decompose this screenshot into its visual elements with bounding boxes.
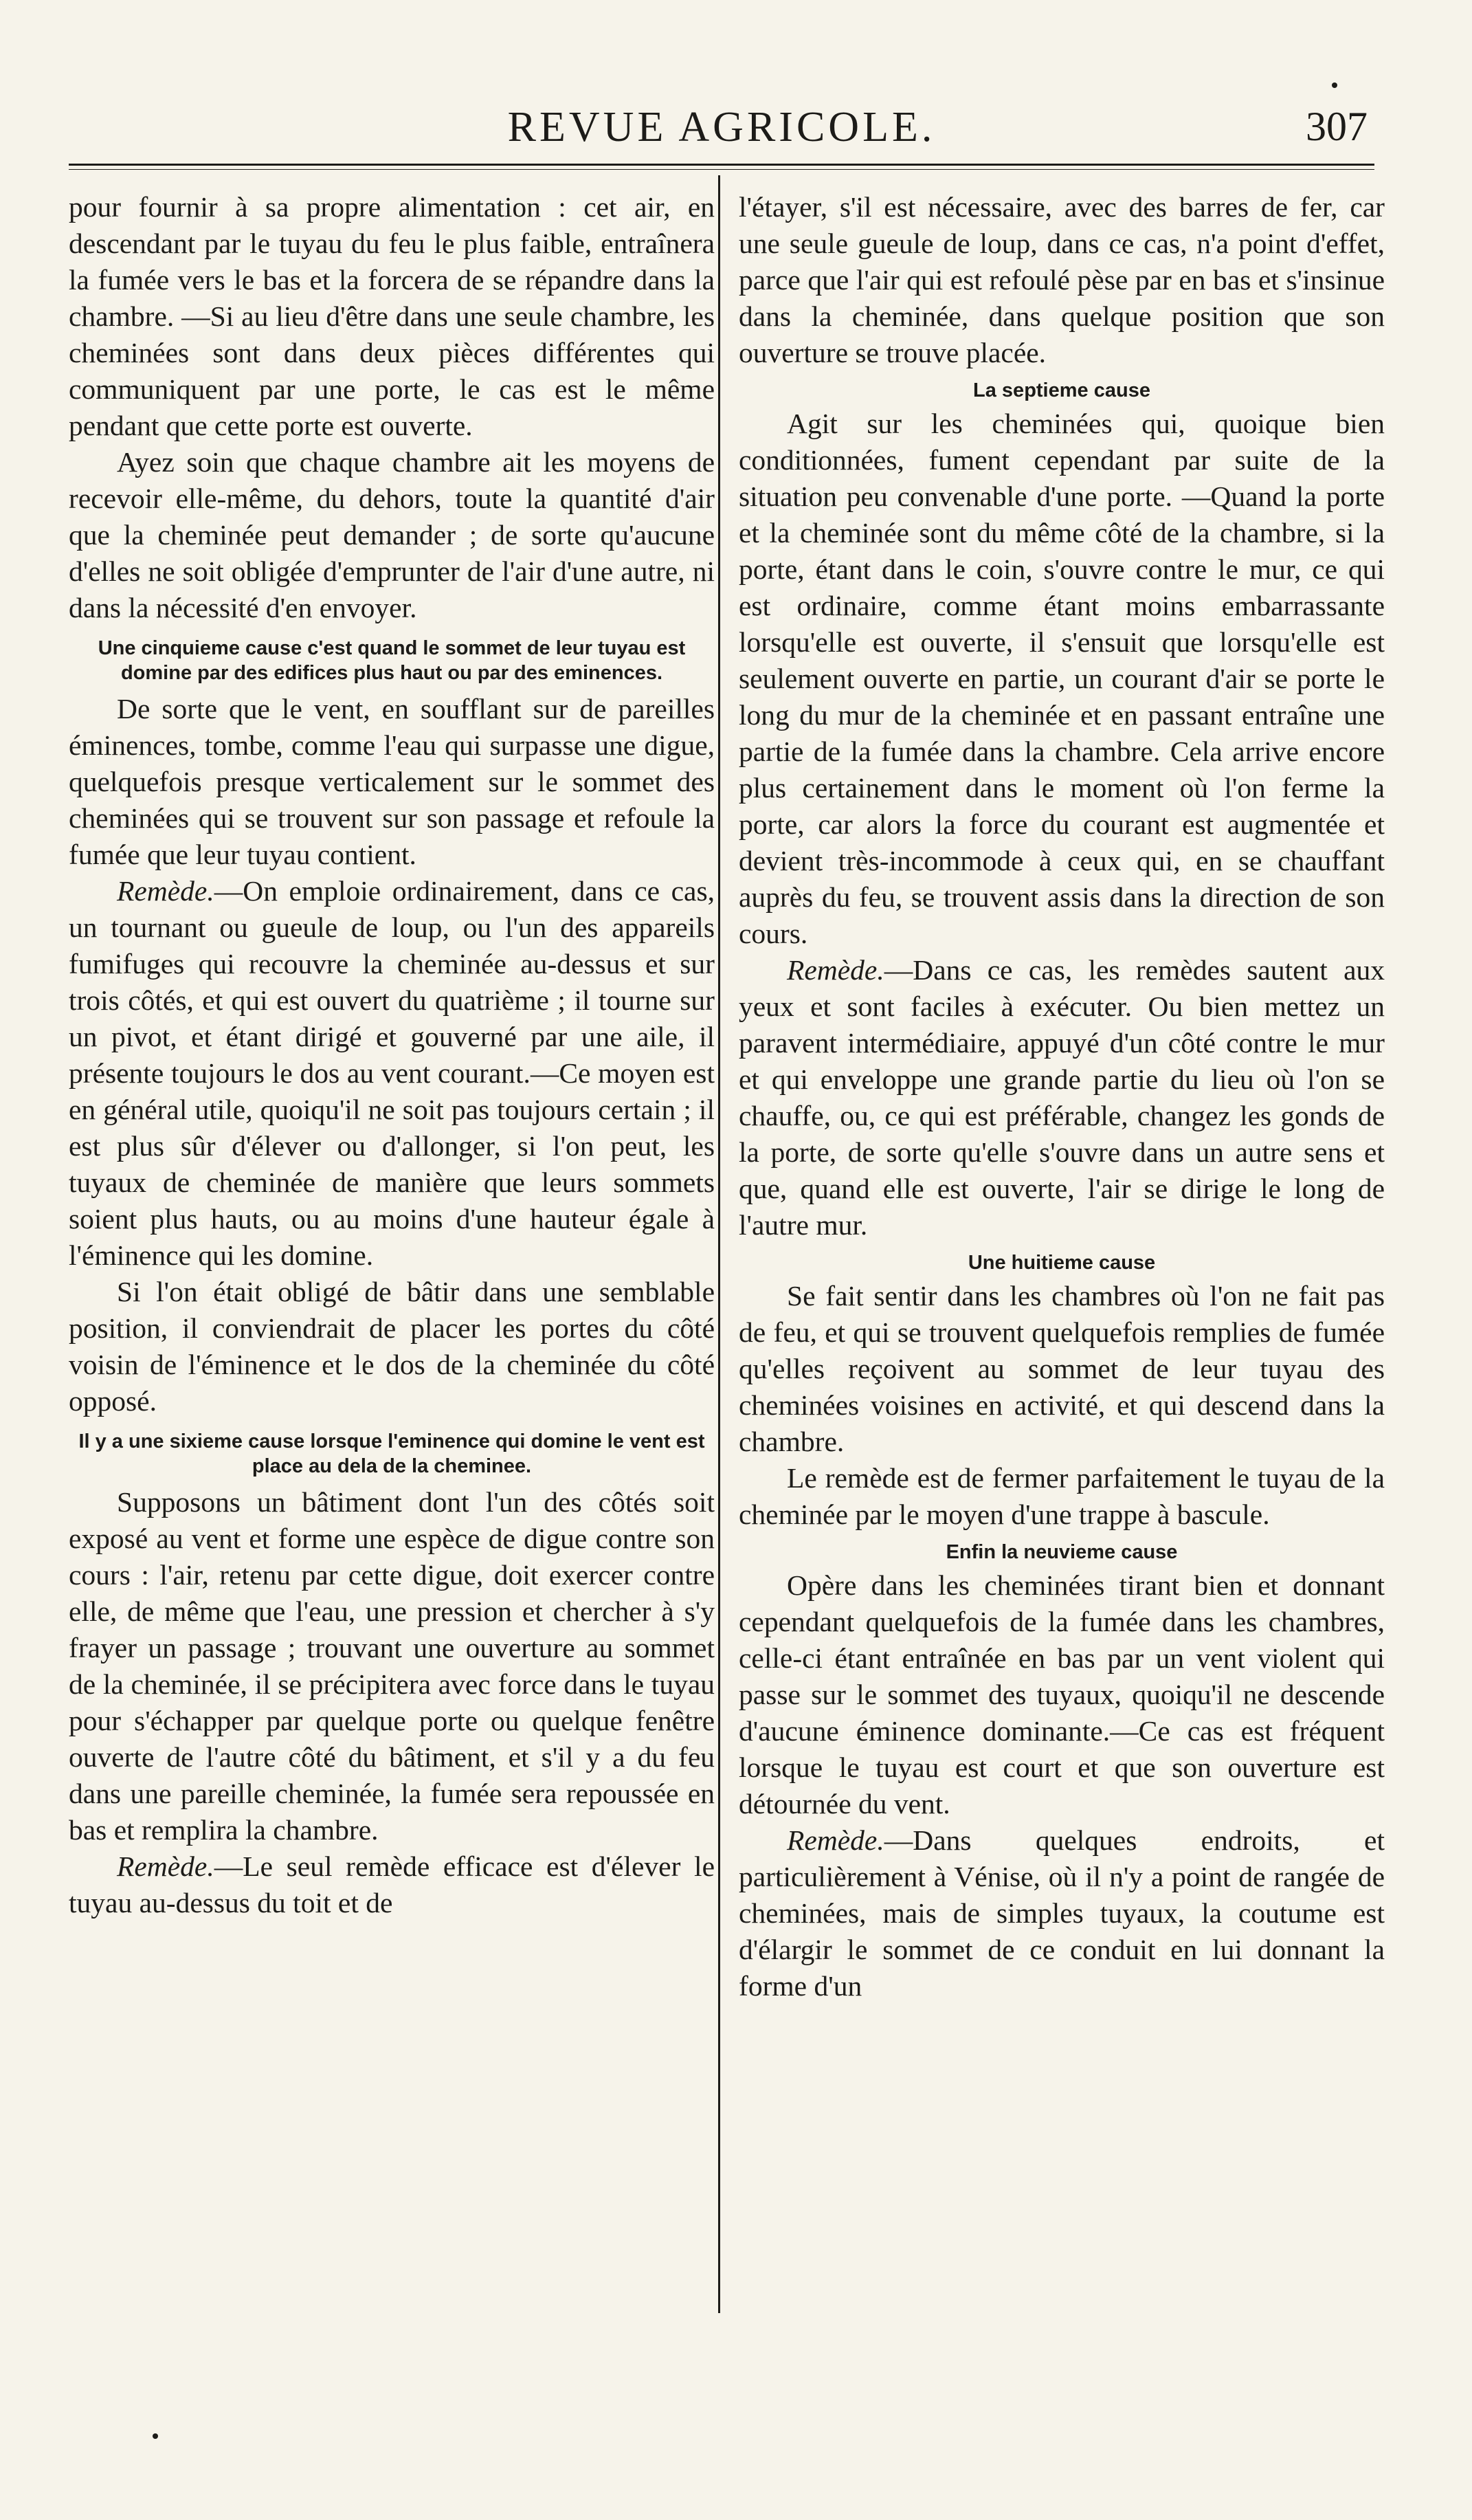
paragraph: Supposons un bâtiment dont l'un des côtés soit exposé au vent et forme une espèce de digue contre son cours : l'air, retenu par cette digue, doit exercer contre elle, de même que l'eau, une pression et chercher à s'y frayer un passage ; trouvant une ouverture au sommet de la cheminée, il se précipitera avec force dans le tuyau pour s'échapper par quelque porte ou quelque fenêtre ouverte de l'autre côté du bâtiment, et s'il y a du feu dans une pareille cheminée, la fumée sera repoussée en bas et remplira la chambre. — [69, 1486, 715, 1846]
remedy-paragraph — [69, 1848, 715, 1921]
paragraph-text: —Le seul remède efficace est d'élever le tuyau au-dessus du toit et de — [69, 1850, 715, 1919]
paragraph: l'étayer, s'il est nécessaire, avec des barres de fer, car une seule gueule de loup, dans ce cas, n'a point d'effet, parce que l'air qui est refoulé pèse par en bas et s'insinue dans la cheminée, dans quelque position que son ouverture se trouve placée. — [739, 191, 1385, 368]
ink-speck — [153, 2433, 158, 2439]
paragraph: Agit sur les cheminées qui, quoique bien conditionnées, fument cependant par suite de la situation peu convenable d'une porte. —Quand la porte et la cheminée sont du même côté de la chambre, si la porte, étant dans le coin, s'ouvre contre le mur, ce qui est ordinaire, comme étant moins embarrassante lorsqu'elle est ouverte, il s'ensuit que lorsqu'elle est seulement ouverte en partie, un courant d'air se porte le long du mur de la cheminée et en passant entraîne une partie de la fumée dans la chambre. Cela arrive encore plus certainement dans le moment où l'on ferme la porte, car alors la force du courant est augmentée et devient très-incommode à ceux qui, en se chauffant auprès du feu, se trouvent assis dans la direction de son cours. — [739, 408, 1385, 949]
section-heading: Une huitieme cause — [968, 1252, 1156, 1274]
remedy-paragraph — [739, 1822, 1385, 2004]
paragraph: Ayez soin que chaque chambre ait les moyens de recevoir elle-même, du dehors, toute la quantité d'air que la cheminée peut demander ; de sorte qu'aucune d'elles ne soit obligée d'emprunter de l'air d'une autre, ni dans la nécessité d'en envoyer. — [69, 446, 715, 623]
remedy-paragraph — [739, 952, 1385, 1244]
ink-speck — [1332, 82, 1337, 88]
running-header — [69, 96, 1374, 158]
section-heading: Enfin la neuvieme cause — [946, 1541, 1178, 1563]
paragraph: Opère dans les cheminées tirant bien et donnant cependant quelquefois de la fumée dans les chambres, celle-ci étant entraînée en bas par un vent violent qui passe sur le sommet des tuyaux, quoiqu'il ne descende d'aucune éminence dominante.—Ce cas est fréquent lorsque le tuyau est court et que son ouverture est détournée du vent. — [739, 1569, 1385, 1820]
header-rule — [69, 164, 1374, 166]
page-number: 307 — [1306, 104, 1368, 149]
remedy-paragraph — [69, 873, 715, 1274]
paragraph: Le remède est de fermer parfaitement le tuyau de la cheminée par le moyen d'une trappe à bascule. — [739, 1462, 1385, 1530]
column-divider — [718, 175, 720, 2313]
remedy-label: Remède. — [117, 1850, 214, 1882]
remedy-label: Remède. — [787, 954, 884, 986]
left-column — [69, 189, 715, 1921]
journal-title: REVUE AGRICOLE. — [507, 104, 936, 151]
remedy-label: Remède. — [117, 875, 214, 907]
remedy-label: Remède. — [787, 1824, 884, 1856]
paragraph: De sorte que le vent, en soufflant sur de pareilles éminences, tombe, comme l'eau qui surpasse une digue, quelquefois presque verticalement sur le sommet des cheminées qui se trouvent sur son passage et refoule la fumée que leur tuyau contient. — [69, 693, 715, 870]
right-column — [739, 189, 1385, 2004]
paragraph-text: —On emploie ordinairement, dans ce cas, un tournant ou gueule de loup, ou l'un des appareils fumifuges qui recouvre la cheminée au-dessus et sur trois côtés, et qui est ouvert du quatrième ; il tourne sur un pivot, et étant dirigé et gouverné par une aile, il présente toujours le dos au vent courant.—Ce moyen est en général utile, quoiqu'il ne soit pas toujours certain ; il est plus sûr d'élever ou d'allonger, si l'on peut, les tuyaux de cheminée de manière que leurs sommets soient plus hauts, ou au moins d'une hauteur égale à l'éminence qui les domine. — [69, 875, 715, 1271]
paragraph-text: —Dans quelques endroits, et particulièrement à Vénise, où il n'y a point de rangée de cheminées, mais de simples tuyaux, la coutume est d'élargir le sommet de ce conduit en lui donnant la forme d'un — [739, 1824, 1385, 2002]
paragraph: pour fournir à sa propre alimentation : cet air, en descendant par le tuyau du feu le plus faible, entraînera la fumée vers le bas et la forcera de se répandre dans la chambre. —Si au lieu d'être dans une seule chambre, les cheminées sont dans deux pièces différentes qui communiquent par une porte, le cas est le même pendant que cette porte est ouverte. — [69, 191, 715, 441]
section-heading: Il y a une sixieme cause lorsque l'eminence qui domine le vent est place au dela de la cheminee. — [78, 1430, 705, 1477]
paragraph-text: —Dans ce cas, les remèdes sautent aux yeux et sont faciles à exécuter. Ou bien mettez un paravent intermédiaire, appuyé d'un côté contre le mur et qui enveloppe une grande partie du lieu où l'on se chauffe, ou, ce qui est préférable, changez les gonds de la porte, de sorte qu'elle s'ouvre dans un autre sens et que, quand elle est ouverte, l'air se dirige le long de l'autre mur. — [739, 954, 1385, 1241]
paragraph: Si l'on était obligé de bâtir dans une semblable position, il conviendrait de placer les portes du côté voisin de l'éminence et le dos de la cheminée du côté opposé. — [69, 1276, 715, 1417]
header-rule-thin — [69, 169, 1374, 170]
paragraph: Se fait sentir dans les chambres où l'on ne fait pas de feu, et qui se trouvent quelquefois remplies de fumée qu'elles reçoivent au sommet de leur tuyau des cheminées voisines en activité, et qui descend dans la chambre. — [739, 1280, 1385, 1457]
section-heading: La septieme cause — [973, 379, 1150, 401]
section-heading: Une cinquieme cause c'est quand le sommet de leur tuyau est domine par des edifices plus haut ou par des eminences. — [98, 637, 686, 684]
